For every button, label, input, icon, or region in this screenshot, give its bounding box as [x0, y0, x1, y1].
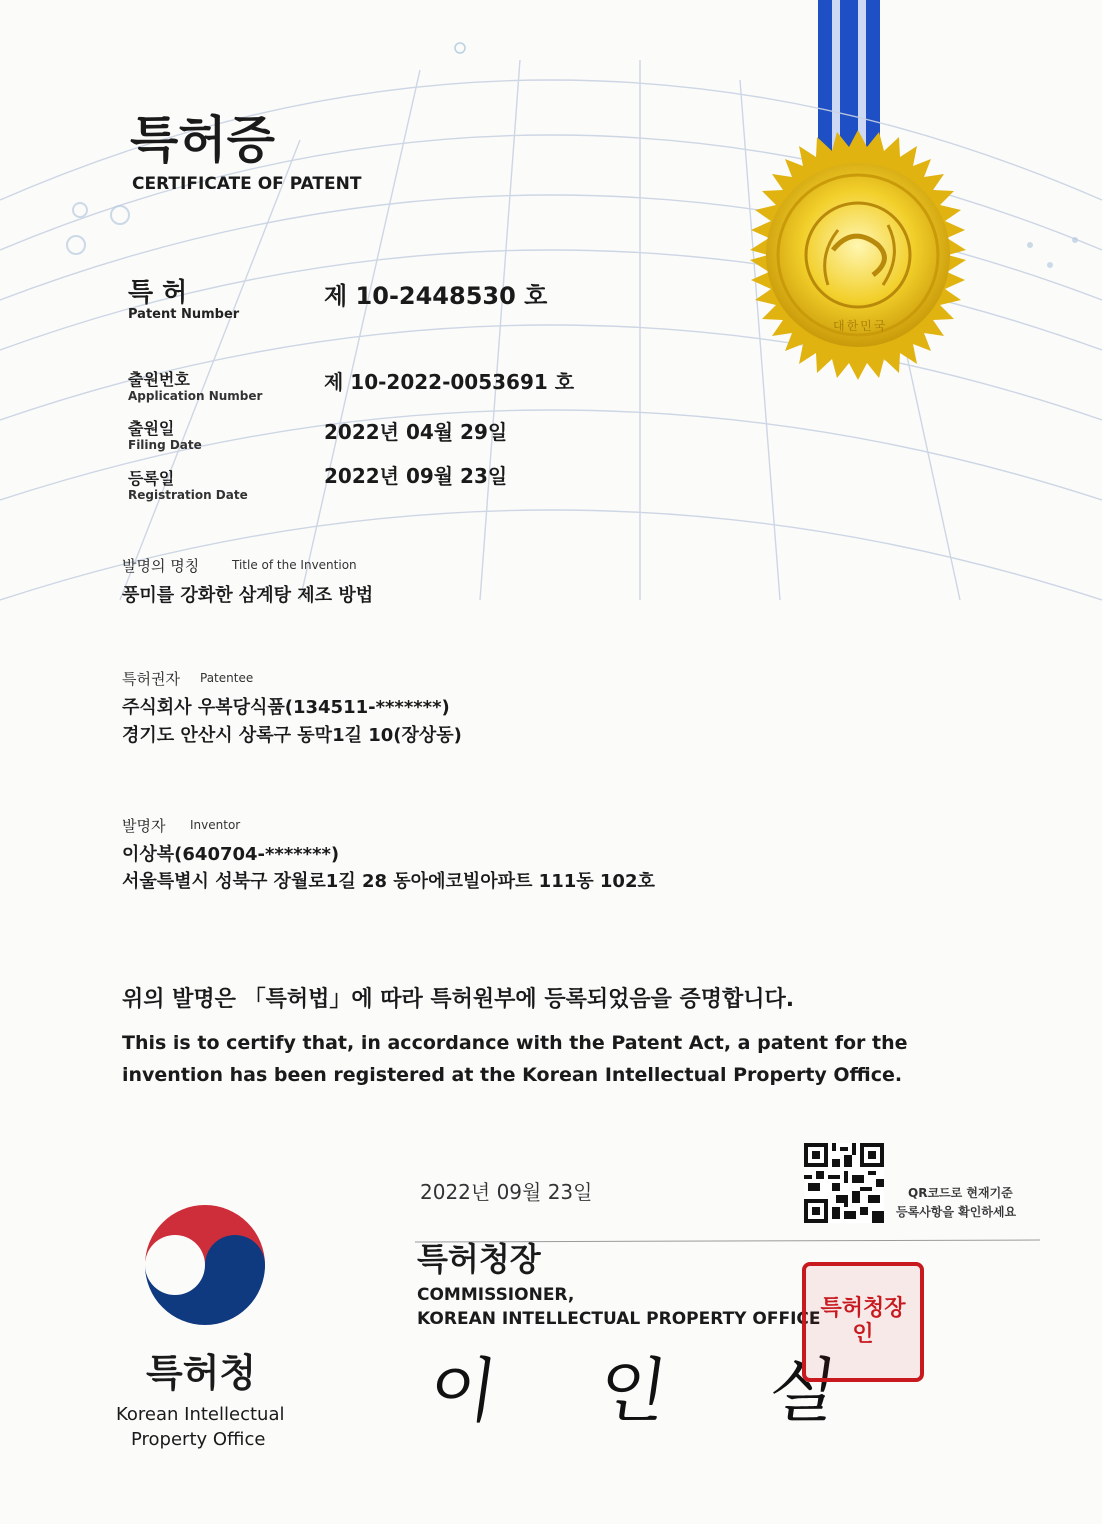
- registration-date: 2022년 09월 23일: [324, 464, 508, 488]
- office-name-en-line2: Property Office: [131, 1429, 266, 1450]
- certification-ko: 위의 발명은 「특허법」에 따라 특허원부에 등록되었음을 증명합니다.: [122, 987, 795, 1012]
- qr-caption-line2: 등록사항을 확인하세요: [896, 1205, 1017, 1219]
- document-title: 특허증: [130, 111, 275, 169]
- office-name-en-line1: Korean Intellectual: [116, 1404, 285, 1425]
- invention-label: 발명의 명칭: [122, 557, 200, 575]
- inventor-label-en: Inventor: [190, 818, 241, 832]
- filing-date: 2022년 04월 29일: [324, 420, 508, 444]
- registration-label-en: Registration Date: [128, 488, 248, 502]
- application-label-en: Application Number: [128, 389, 263, 403]
- invention-label-en: Title of the Invention: [232, 558, 357, 572]
- application-label: 출원번호: [128, 370, 190, 389]
- patentee-name: 주식회사 우복당식품(134511-*******): [122, 697, 450, 718]
- gold-seal-icon: [750, 130, 966, 380]
- patent-label-en: Patent Number: [128, 307, 240, 322]
- filing-label: 출원일: [128, 419, 175, 438]
- patent-label: 특 허: [128, 278, 188, 308]
- patentee-address: 경기도 안산시 상록구 동막1길 10(장상동): [122, 725, 462, 746]
- application-number: 제 10-2022-0053691 호: [324, 370, 575, 394]
- issue-date: 2022년 09월 23일: [420, 1180, 593, 1204]
- document-subtitle: CERTIFICATE OF PATENT: [132, 174, 362, 194]
- patentee-label-en: Patentee: [200, 671, 254, 685]
- commissioner-en-line2: KOREAN INTELLECTUAL PROPERTY OFFICE: [417, 1309, 821, 1329]
- filing-label-en: Filing Date: [128, 438, 202, 452]
- gold-seal-text: 대한민국: [833, 319, 888, 333]
- taegeuk-logo-icon: [140, 1205, 270, 1335]
- red-official-seal: [802, 1262, 924, 1382]
- signature: 이 인 실: [423, 1350, 883, 1432]
- inventor-label: 발명자: [122, 817, 166, 835]
- office-name-ko: 특허청: [146, 1351, 257, 1395]
- commissioner-en-line1: COMMISSIONER,: [417, 1285, 575, 1305]
- commissioner-title: 특허청장: [417, 1240, 541, 1278]
- registration-label: 등록일: [128, 469, 175, 488]
- patentee-label: 특허권자: [122, 670, 180, 688]
- red-seal-text: 특허청장인: [820, 1295, 906, 1347]
- certification-en-line1: This is to certify that, in accordance with the Patent Act, a patent for the: [122, 1032, 908, 1054]
- inventor-address: 서울특별시 성북구 장월로1길 28 동아에코빌아파트 111동 102호: [122, 871, 655, 892]
- patent-number: 제 10-2448530 호: [324, 282, 548, 310]
- certification-en-line2: invention has been registered at the Korean Intellectual Property Office.: [122, 1064, 903, 1086]
- qr-code-icon: [804, 1143, 884, 1223]
- qr-caption-line1: QR코드로 현재기준: [908, 1186, 1013, 1200]
- inventor-name: 이상복(640704-*******): [122, 844, 340, 865]
- invention-title: 풍미를 강화한 삼계탕 제조 방법: [122, 585, 374, 606]
